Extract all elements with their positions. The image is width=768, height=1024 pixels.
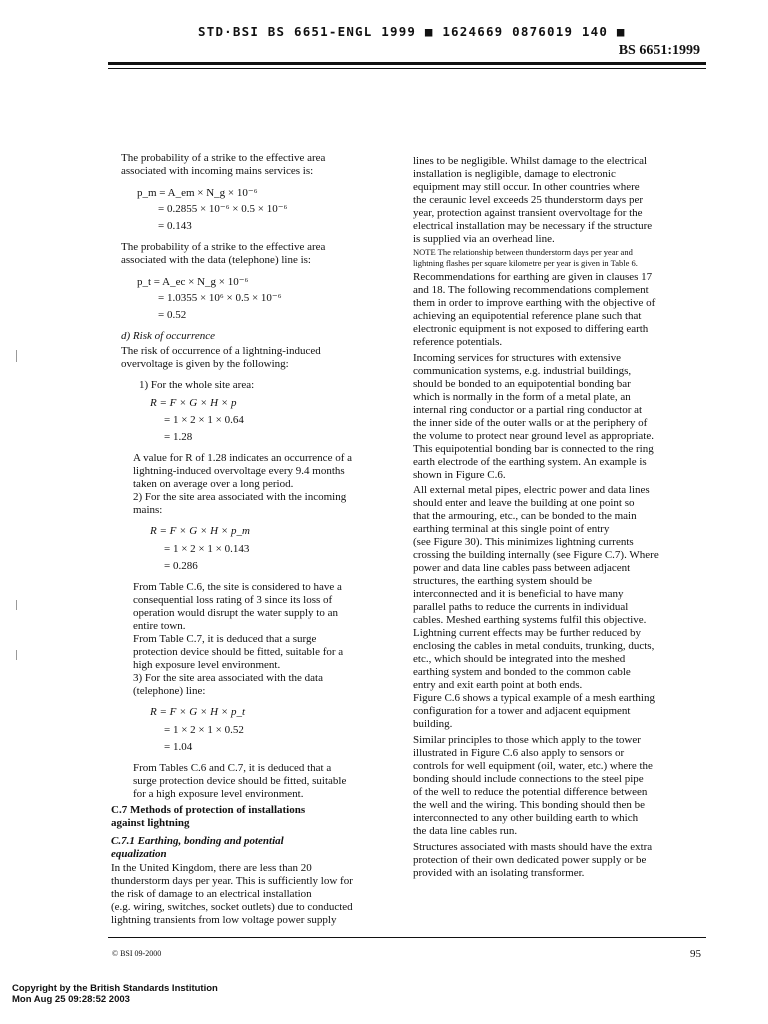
body-text-line: lightning transients from low voltage power supply (111, 914, 337, 926)
body-text-line: the data line cables run. (413, 825, 518, 837)
body-text-line: associated with incoming mains services is: (121, 165, 314, 177)
equation-line: = 1.04 (164, 741, 193, 753)
body-text-line: Figure C.6 shows a typical example of a mesh earthing (413, 692, 655, 704)
body-text-line: which is normally in the form of a metal plate, an (413, 391, 631, 403)
body-text-line: crossing the building internally (see Figure C.7). Where (413, 549, 659, 561)
body-text-line: and 18. The following recommendations complement (413, 284, 649, 296)
equation-line: = 0.52 (158, 309, 187, 321)
section-heading: against lightning (111, 817, 190, 829)
list-item-heading: d) Risk of occurrence (121, 330, 215, 342)
equation-line: p_t = A_ec × N_g × 10⁻⁶ (137, 276, 249, 288)
body-text-line: The probability of a strike to the effective area (121, 241, 326, 253)
body-text-line: 2) For the site area associated with the incoming (133, 491, 347, 503)
body-text-line: configuration for a tower and adjacent equipment (413, 705, 631, 717)
note-text-line: lightning flashes per square kilometre per year is given in Table 6. (413, 258, 638, 268)
body-text-line: overvoltage is given by the following: (121, 358, 289, 370)
body-text-line: cables. Meshed earthing systems fulfil this objective. (413, 614, 647, 626)
watermark-timestamp: Mon Aug 25 09:28:52 2003 (12, 994, 130, 1005)
watermark-copyright: Copyright by the British Standards Institution (12, 983, 218, 994)
body-text-line: All external metal pipes, electric power and data lines (413, 484, 650, 496)
body-text-line: consequential loss rating of 3 since its loss of (133, 594, 333, 606)
body-text-line: (see Figure 30). This minimizes lightning currents (413, 536, 634, 548)
body-text-line: earth electrode of the earthing system. An example is (413, 456, 647, 468)
body-text-line: protection of their own dedicated power supply or be (413, 854, 647, 866)
body-text-line: electronic equipment is not exposed to differing earth (413, 323, 649, 335)
equation-line: R = F × G × H × p_t (150, 706, 246, 718)
equation-line: = 1 × 2 × 1 × 0.64 (164, 414, 244, 426)
equation-line: R = F × G × H × p (150, 397, 237, 409)
body-text-line: operation would disrupt the water supply to an (133, 607, 338, 619)
body-text-line: Structures associated with masts should have the extra (413, 841, 653, 853)
body-text-line: for a high exposure level environment. (133, 788, 304, 800)
body-text-line: that the armouring, etc., can be bonded to the main (413, 510, 637, 522)
margin-mark (16, 350, 17, 362)
body-text-line: The probability of a strike to the effective area (121, 152, 326, 164)
body-text-line: should be bonded to an equipotential bonding bar (413, 378, 631, 390)
body-text-line: This equipotential bonding bar is connected to the ring (413, 443, 654, 455)
footer-rule (108, 937, 706, 938)
body-text-line: Lightning current effects may be further reduced by (413, 627, 641, 639)
body-text-line: etc., which should be integrated into the meshed (413, 653, 626, 665)
header-document-code: STD·BSI BS 6651-ENGL 1999 ■ 1624669 0876019 140 ■ (198, 24, 626, 39)
equation-line: R = F × G × H × p_m (150, 525, 250, 537)
body-text-line: earthing system and bonded to the common cable (413, 666, 631, 678)
body-text-line: electrical installation may be necessary if the structure (413, 220, 653, 232)
subsection-heading: equalization (111, 848, 167, 860)
body-text-line: In the United Kingdom, there are less than 20 (111, 862, 312, 874)
note-text-line: NOTE The relationship between thunderstorm days per year and (413, 247, 633, 257)
equation-line: = 1.28 (164, 431, 193, 443)
body-text-line: protection device should be fitted, suitable for a (133, 646, 344, 658)
body-text-line: reference potentials. (413, 336, 503, 348)
equation-line: = 0.2855 × 10⁻⁶ × 0.5 × 10⁻⁶ (158, 203, 288, 215)
body-text-line: the ceraunic level exceeds 25 thunderstorm days per (413, 194, 643, 206)
body-text-line: is supplied via an overhead line. (413, 233, 555, 245)
body-text-line: power and data line cables pass between adjacent (413, 562, 631, 574)
body-text-line: lightning-induced overvoltage every 9.4 months (133, 465, 345, 477)
footer-copyright-mark: © BSI 09-2000 (112, 949, 162, 958)
body-text-line: high exposure level environment. (133, 659, 281, 671)
body-text-line: the volume to protect near ground level as appropriate. (413, 430, 654, 442)
body-text-line: A value for R of 1.28 indicates an occurrence of a (133, 452, 352, 464)
body-text-line: equipment may still occur. In other countries where (413, 181, 640, 193)
body-text-line: (e.g. wiring, switches, socket outlets) due to conducted (111, 901, 353, 913)
body-text-line: Similar principles to those which apply to the tower (413, 734, 641, 746)
body-text-line: provided with an isolating transformer. (413, 867, 585, 879)
body-text-line: lines to be negligible. Whilst damage to the electrical (413, 155, 648, 167)
body-text-line: From Table C.6, the site is considered to have a (133, 581, 342, 593)
body-text-line: structures, the earthing system should be (413, 575, 593, 587)
equation-line: = 1 × 2 × 1 × 0.143 (164, 543, 250, 555)
body-text-line: communication systems, e.g. industrial buildings, (413, 365, 632, 377)
body-text-line: earthing terminal at this single point of entry (413, 523, 610, 535)
body-text-line: parallel paths to reduce the currents in individual (413, 601, 629, 613)
body-text-line: 1) For the whole site area: (139, 379, 255, 391)
body-text-line: (telephone) line: (133, 685, 206, 697)
body-text-line: shown in Figure C.6. (413, 469, 506, 481)
body-text-line: mains: (133, 504, 163, 516)
body-text-line: the well and the wiring. This bonding should then be (413, 799, 645, 811)
body-text-line: Incoming services for structures with extensive (413, 352, 622, 364)
margin-mark (16, 600, 17, 610)
body-text-line: interconnected to any other building earth to which (413, 812, 639, 824)
body-text-line: interconnected and it is beneficial to have many (413, 588, 624, 600)
body-text-line: illustrated in Figure C.6 also apply to sensors or (413, 747, 625, 759)
header-rule-thick (108, 62, 706, 65)
body-text-line: them in order to improve earthing with the objective of (413, 297, 656, 309)
body-text-line: surge protection device should be fitted, suitable (133, 775, 347, 787)
body-text-line: The risk of occurrence of a lightning-induced (121, 345, 321, 357)
equation-line: = 0.143 (158, 220, 192, 232)
body-text-line: the risk of damage to an electrical installation (111, 888, 312, 900)
subsection-heading: C.7.1 Earthing, bonding and potential (111, 835, 284, 847)
margin-mark (16, 650, 17, 660)
body-text-line: From Table C.7, it is deduced that a surge (133, 633, 317, 645)
body-text-line: of the well to reduce the potential difference between (413, 786, 648, 798)
body-text-line: the inner side of the outer walls or at the periphery of (413, 417, 648, 429)
body-text-line: entry and exit earth point at both ends. (413, 679, 583, 691)
body-text-line: associated with the data (telephone) line is: (121, 254, 311, 266)
equation-line: p_m = A_em × N_g × 10⁻⁶ (137, 187, 258, 199)
body-text-line: enclosing the cables in metal conduits, trunking, ducts, (413, 640, 655, 652)
body-text-line: 3) For the site area associated with the data (133, 672, 323, 684)
body-text-line: Recommendations for earthing are given in clauses 17 (413, 271, 653, 283)
body-text-line: installation is negligible, damage to electronic (413, 168, 616, 180)
body-text-line: achieving an equipotential reference plane such that (413, 310, 642, 322)
header-rule-thin (108, 68, 706, 69)
body-text-line: should enter and leave the building at one point so (413, 497, 635, 509)
body-text-line: entire town. (133, 620, 186, 632)
body-text-line: building. (413, 718, 453, 730)
body-text-line: controls for well equipment (oil, water, etc.) where the (413, 760, 653, 772)
body-text-line: internal ring conductor or a partial ring conductor at (413, 404, 643, 416)
header-standard-number: BS 6651:1999 (618, 43, 700, 58)
body-text-line: taken on average over a long period. (133, 478, 294, 490)
equation-line: = 1 × 2 × 1 × 0.52 (164, 724, 244, 736)
body-text-line: year, protection against transient overvoltage for the (413, 207, 643, 219)
page-number: 95 (690, 948, 701, 960)
section-heading: C.7 Methods of protection of installations (111, 804, 306, 816)
equation-line: = 0.286 (164, 560, 198, 572)
equation-line: = 1.0355 × 10⁶ × 0.5 × 10⁻⁶ (158, 292, 282, 304)
body-text-line: From Tables C.6 and C.7, it is deduced that a (133, 762, 332, 774)
body-text-line: thunderstorm days per year. This is sufficiently low for (111, 875, 353, 887)
body-text-line: bonding should include connections to the steel pipe (413, 773, 644, 785)
